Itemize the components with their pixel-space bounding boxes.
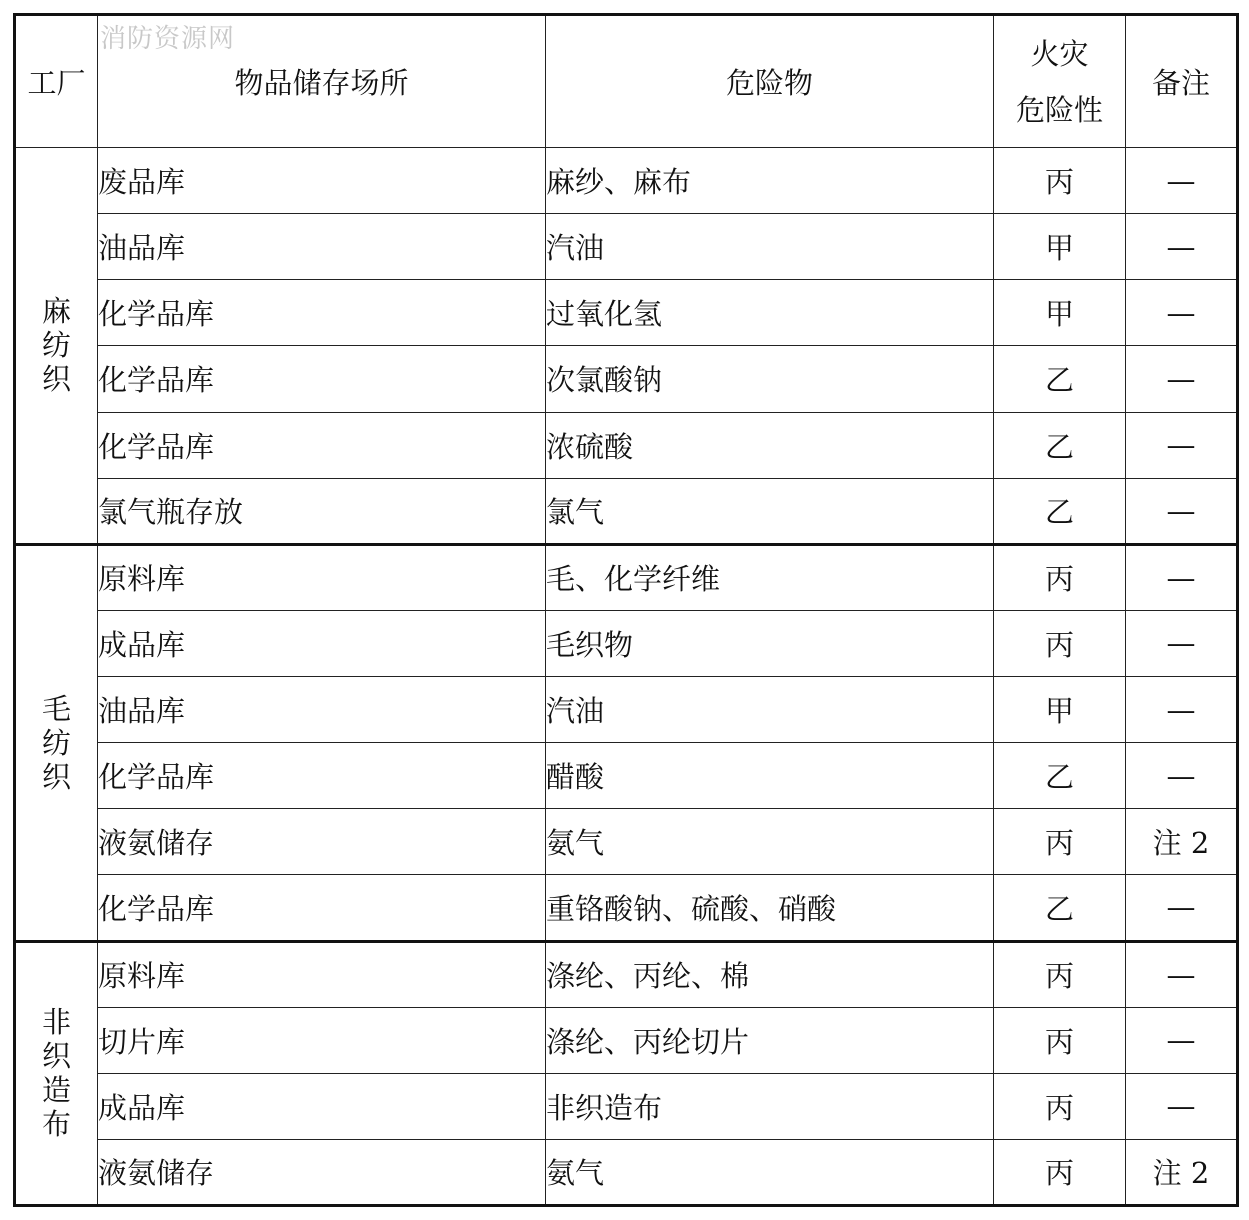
hazard-cell: 氨气 [546, 1139, 994, 1205]
hazard-cell: 麻纱、麻布 [546, 148, 994, 214]
factory-cell [15, 148, 98, 545]
table-body [15, 148, 1238, 1206]
header-hazard: 危险物 [546, 15, 994, 148]
fire-risk-cell: 丙 [994, 1139, 1126, 1205]
header-fire-risk-line1: 火灾 [1030, 36, 1089, 71]
factory-name: 毛纺织 [42, 691, 72, 794]
note-cell: — [1126, 743, 1238, 809]
place-cell: 原料库 [98, 544, 546, 610]
header-fire-risk [994, 15, 1126, 148]
table-row [15, 941, 1238, 1007]
table-row [15, 412, 1238, 478]
place-cell: 液氨储存 [98, 809, 546, 875]
hazard-cell: 氨气 [546, 809, 994, 875]
storage-hazard-table [13, 13, 1239, 1207]
fire-risk-cell: 乙 [994, 743, 1126, 809]
table-row [15, 677, 1238, 743]
hazard-cell: 涤纶、丙纶切片 [546, 1007, 994, 1073]
note-cell: — [1126, 478, 1238, 544]
note-cell: — [1126, 941, 1238, 1007]
table-row [15, 1073, 1238, 1139]
hazard-cell: 次氯酸钠 [546, 346, 994, 412]
hazard-cell: 非织造布 [546, 1073, 994, 1139]
note-cell: 注 2 [1126, 1139, 1238, 1205]
place-cell: 化学品库 [98, 412, 546, 478]
note-cell: 注 2 [1126, 809, 1238, 875]
table-row [15, 743, 1238, 809]
fire-risk-cell: 丙 [994, 610, 1126, 676]
place-cell: 切片库 [98, 1007, 546, 1073]
table-row [15, 214, 1238, 280]
watermark: 消防资源网 [100, 24, 236, 54]
table-row [15, 544, 1238, 610]
note-cell: — [1126, 677, 1238, 743]
note-cell: — [1126, 544, 1238, 610]
table-row [15, 346, 1238, 412]
place-cell: 成品库 [98, 1073, 546, 1139]
note-cell: — [1126, 214, 1238, 280]
place-cell: 化学品库 [98, 346, 546, 412]
fire-risk-cell: 甲 [994, 280, 1126, 346]
fire-risk-cell: 丙 [994, 1073, 1126, 1139]
fire-risk-cell: 甲 [994, 214, 1126, 280]
place-cell: 化学品库 [98, 875, 546, 941]
table-row [15, 148, 1238, 214]
place-cell: 废品库 [98, 148, 546, 214]
fire-risk-cell: 乙 [994, 875, 1126, 941]
fire-risk-cell: 乙 [994, 478, 1126, 544]
place-cell: 油品库 [98, 677, 546, 743]
table-row [15, 1007, 1238, 1073]
factory-name: 麻纺织 [42, 294, 72, 397]
note-cell: — [1126, 610, 1238, 676]
fire-risk-cell: 丙 [994, 941, 1126, 1007]
factory-name: 非织造布 [42, 1005, 72, 1142]
hazard-cell: 毛、化学纤维 [546, 544, 994, 610]
note-cell: — [1126, 148, 1238, 214]
hazard-cell: 氯气 [546, 478, 994, 544]
place-cell: 成品库 [98, 610, 546, 676]
note-cell: — [1126, 412, 1238, 478]
place-cell: 氯气瓶存放 [98, 478, 546, 544]
fire-risk-cell: 丙 [994, 148, 1126, 214]
fire-risk-cell: 丙 [994, 1007, 1126, 1073]
hazard-cell: 毛织物 [546, 610, 994, 676]
factory-cell [15, 544, 98, 941]
fire-risk-cell: 甲 [994, 677, 1126, 743]
hazard-cell: 汽油 [546, 677, 994, 743]
note-cell: — [1126, 280, 1238, 346]
place-cell: 油品库 [98, 214, 546, 280]
table-row [15, 809, 1238, 875]
note-cell: — [1126, 875, 1238, 941]
header-place: 物品储存场所 [98, 15, 546, 148]
hazard-cell: 醋酸 [546, 743, 994, 809]
hazard-cell: 重铬酸钠、硫酸、硝酸 [546, 875, 994, 941]
place-cell: 液氨储存 [98, 1139, 546, 1205]
hazard-cell: 浓硫酸 [546, 412, 994, 478]
fire-risk-cell: 乙 [994, 346, 1126, 412]
table-row [15, 1139, 1238, 1205]
fire-risk-cell: 丙 [994, 809, 1126, 875]
header-fire-risk-line2: 危险性 [1015, 92, 1103, 127]
fire-risk-cell: 乙 [994, 412, 1126, 478]
table-row [15, 875, 1238, 941]
note-cell: — [1126, 1073, 1238, 1139]
factory-cell [15, 941, 98, 1206]
hazard-cell: 过氧化氢 [546, 280, 994, 346]
place-cell: 原料库 [98, 941, 546, 1007]
hazard-cell: 汽油 [546, 214, 994, 280]
header-note: 备注 [1126, 15, 1238, 148]
place-cell: 化学品库 [98, 743, 546, 809]
table-row [15, 610, 1238, 676]
table-row [15, 478, 1238, 544]
fire-risk-cell: 丙 [994, 544, 1126, 610]
header-factory: 工厂 [15, 15, 98, 148]
table-row [15, 280, 1238, 346]
place-cell: 化学品库 [98, 280, 546, 346]
note-cell: — [1126, 346, 1238, 412]
hazard-cell: 涤纶、丙纶、棉 [546, 941, 994, 1007]
note-cell: — [1126, 1007, 1238, 1073]
